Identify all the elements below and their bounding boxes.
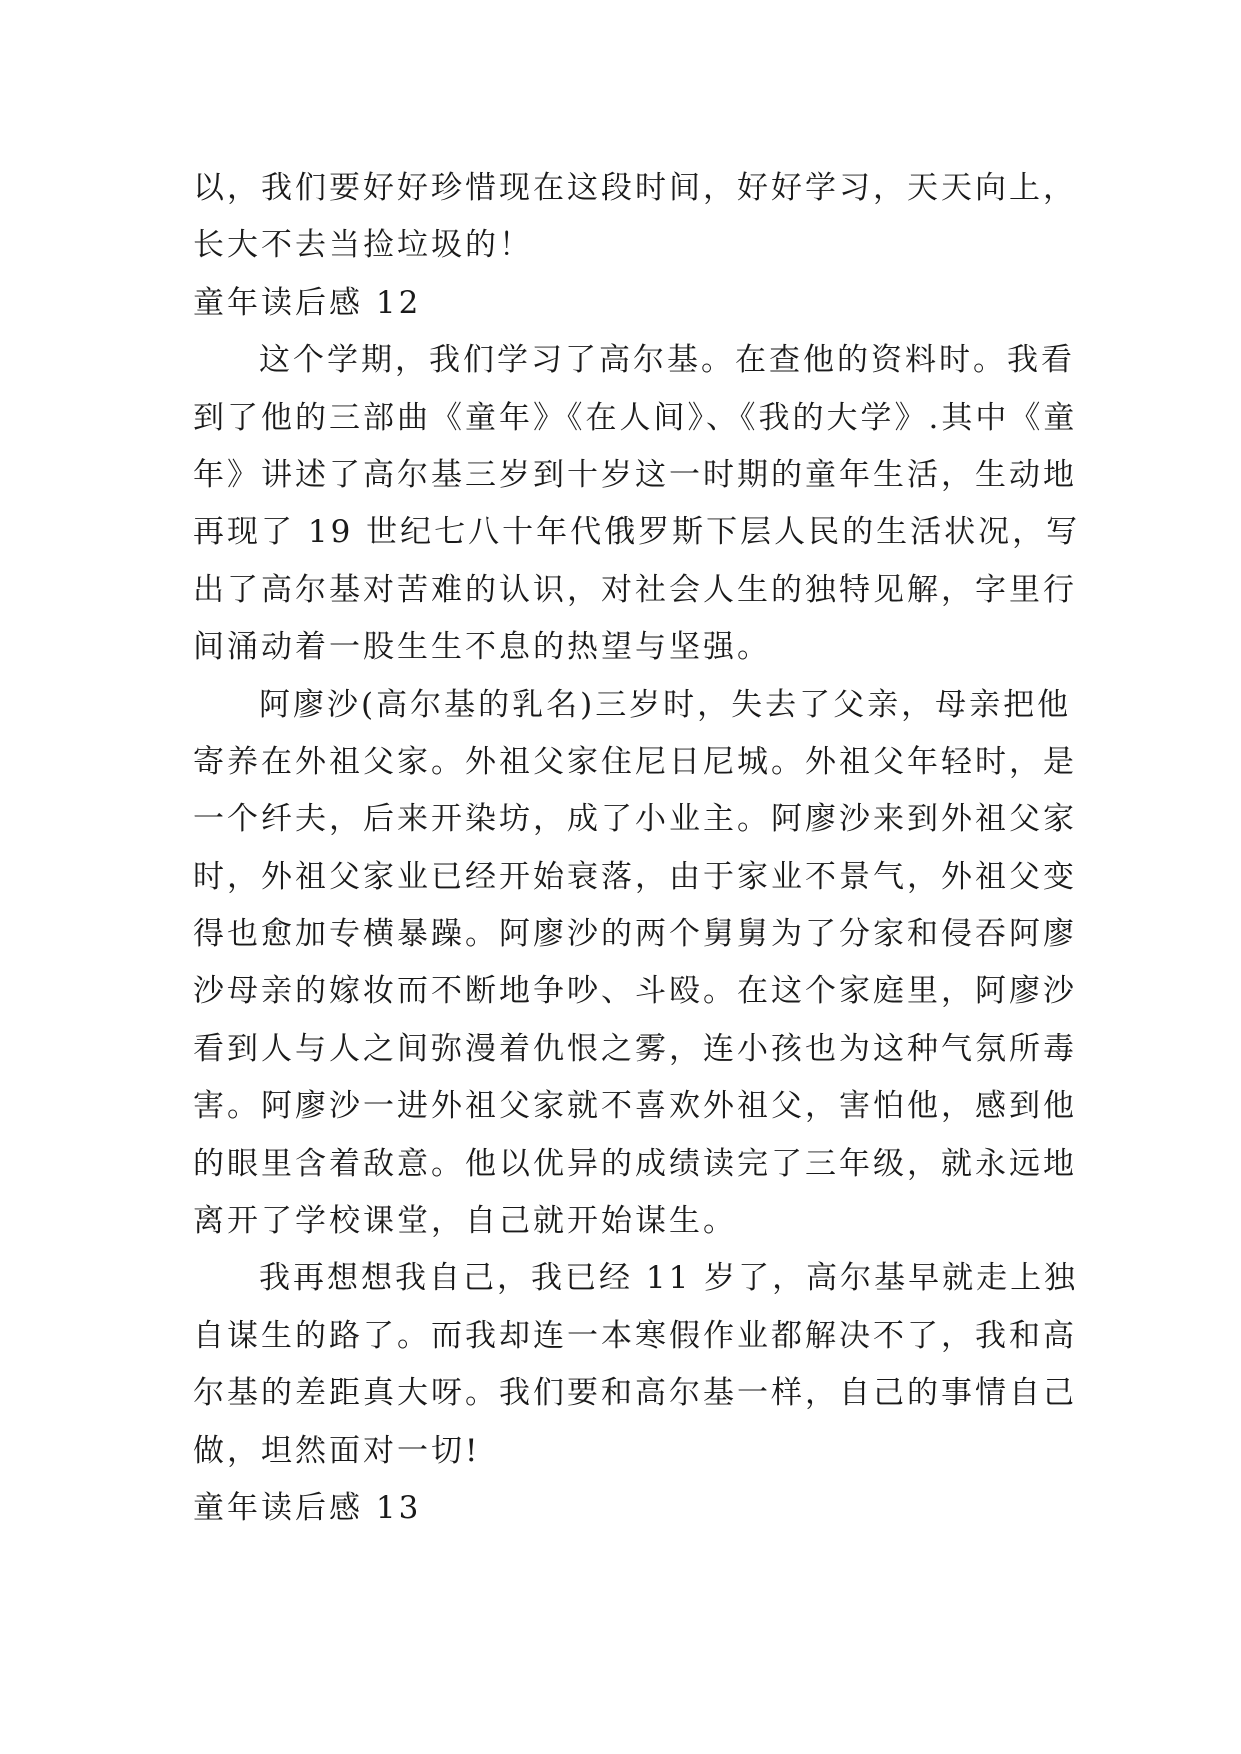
text-line: 自谋生的路了。而我却连一本寒假作业都解决不了，我和高 — [193, 1317, 1077, 1354]
paragraph-first-line: 我再想想我自己，我已经 11 岁了，高尔基早就走上独 — [259, 1260, 1079, 1297]
text-line: 以，我们要好好珍惜现在这段时间，好好学习，天天向上， — [193, 170, 1077, 206]
text-line: 离开了学校课堂，自己就开始谋生。 — [193, 1203, 737, 1240]
text-line: 得也愈加专横暴躁。阿廖沙的两个舅舅为了分家和侵吞阿廖 — [193, 916, 1077, 953]
text-line: 出了高尔基对苦难的认识，对社会人生的独特见解，字里行 — [193, 571, 1077, 608]
text-line: 看到人与人之间弥漫着仇恨之雾，连小孩也为这种气氛所毒 — [193, 1030, 1077, 1067]
text-line: 间涌动着一股生生不息的热望与坚强。 — [193, 629, 771, 666]
document-body — [193, 160, 1081, 1537]
text-line: 尔基的差距真大呀。我们要和高尔基一样，自己的事情自己 — [193, 1375, 1077, 1412]
text-line: 一个纤夫，后来开染坊，成了小业主。阿廖沙来到外祖父家 — [193, 801, 1077, 838]
text-line: 害。阿廖沙一进外祖父家就不喜欢外祖父，害怕他，感到他 — [193, 1088, 1077, 1125]
text-line: 寄养在外祖父家。外祖父家住尼日尼城。外祖父年轻时，是 — [193, 743, 1077, 780]
text-line: 再现了 19 世纪七八十年代俄罗斯下层人民的生活状况，写 — [193, 514, 1081, 551]
text-line: 做，坦然面对一切! — [193, 1432, 481, 1469]
text-line: 的眼里含着敌意。他以优异的成绩读完了三年级，就永远地 — [193, 1145, 1077, 1182]
paragraph-first-line: 阿廖沙(高尔基的乳名)三岁时，失去了父亲，母亲把他 — [259, 686, 1072, 723]
text-line: 时，外祖父家业已经开始衰落，由于家业不景气，外祖父变 — [193, 858, 1077, 895]
paragraph-first-line: 这个学期，我们学习了高尔基。在查他的资料时。我看 — [259, 342, 1075, 379]
section-heading: 童年读后感 13 — [193, 1489, 422, 1526]
section-heading: 童年读后感 12 — [193, 284, 422, 321]
text-line: 长大不去当捡垃圾的！ — [193, 227, 533, 264]
text-line: 沙母亲的嫁妆而不断地争吵、斗殴。在这个家庭里，阿廖沙 — [193, 973, 1077, 1010]
text-line: 年》讲述了高尔基三岁到十岁这一时期的童年生活，生动地 — [193, 456, 1077, 493]
text-line: 到了他的三部曲《童年》《在人间》、《我的大学》.其中《童 — [193, 399, 1078, 436]
